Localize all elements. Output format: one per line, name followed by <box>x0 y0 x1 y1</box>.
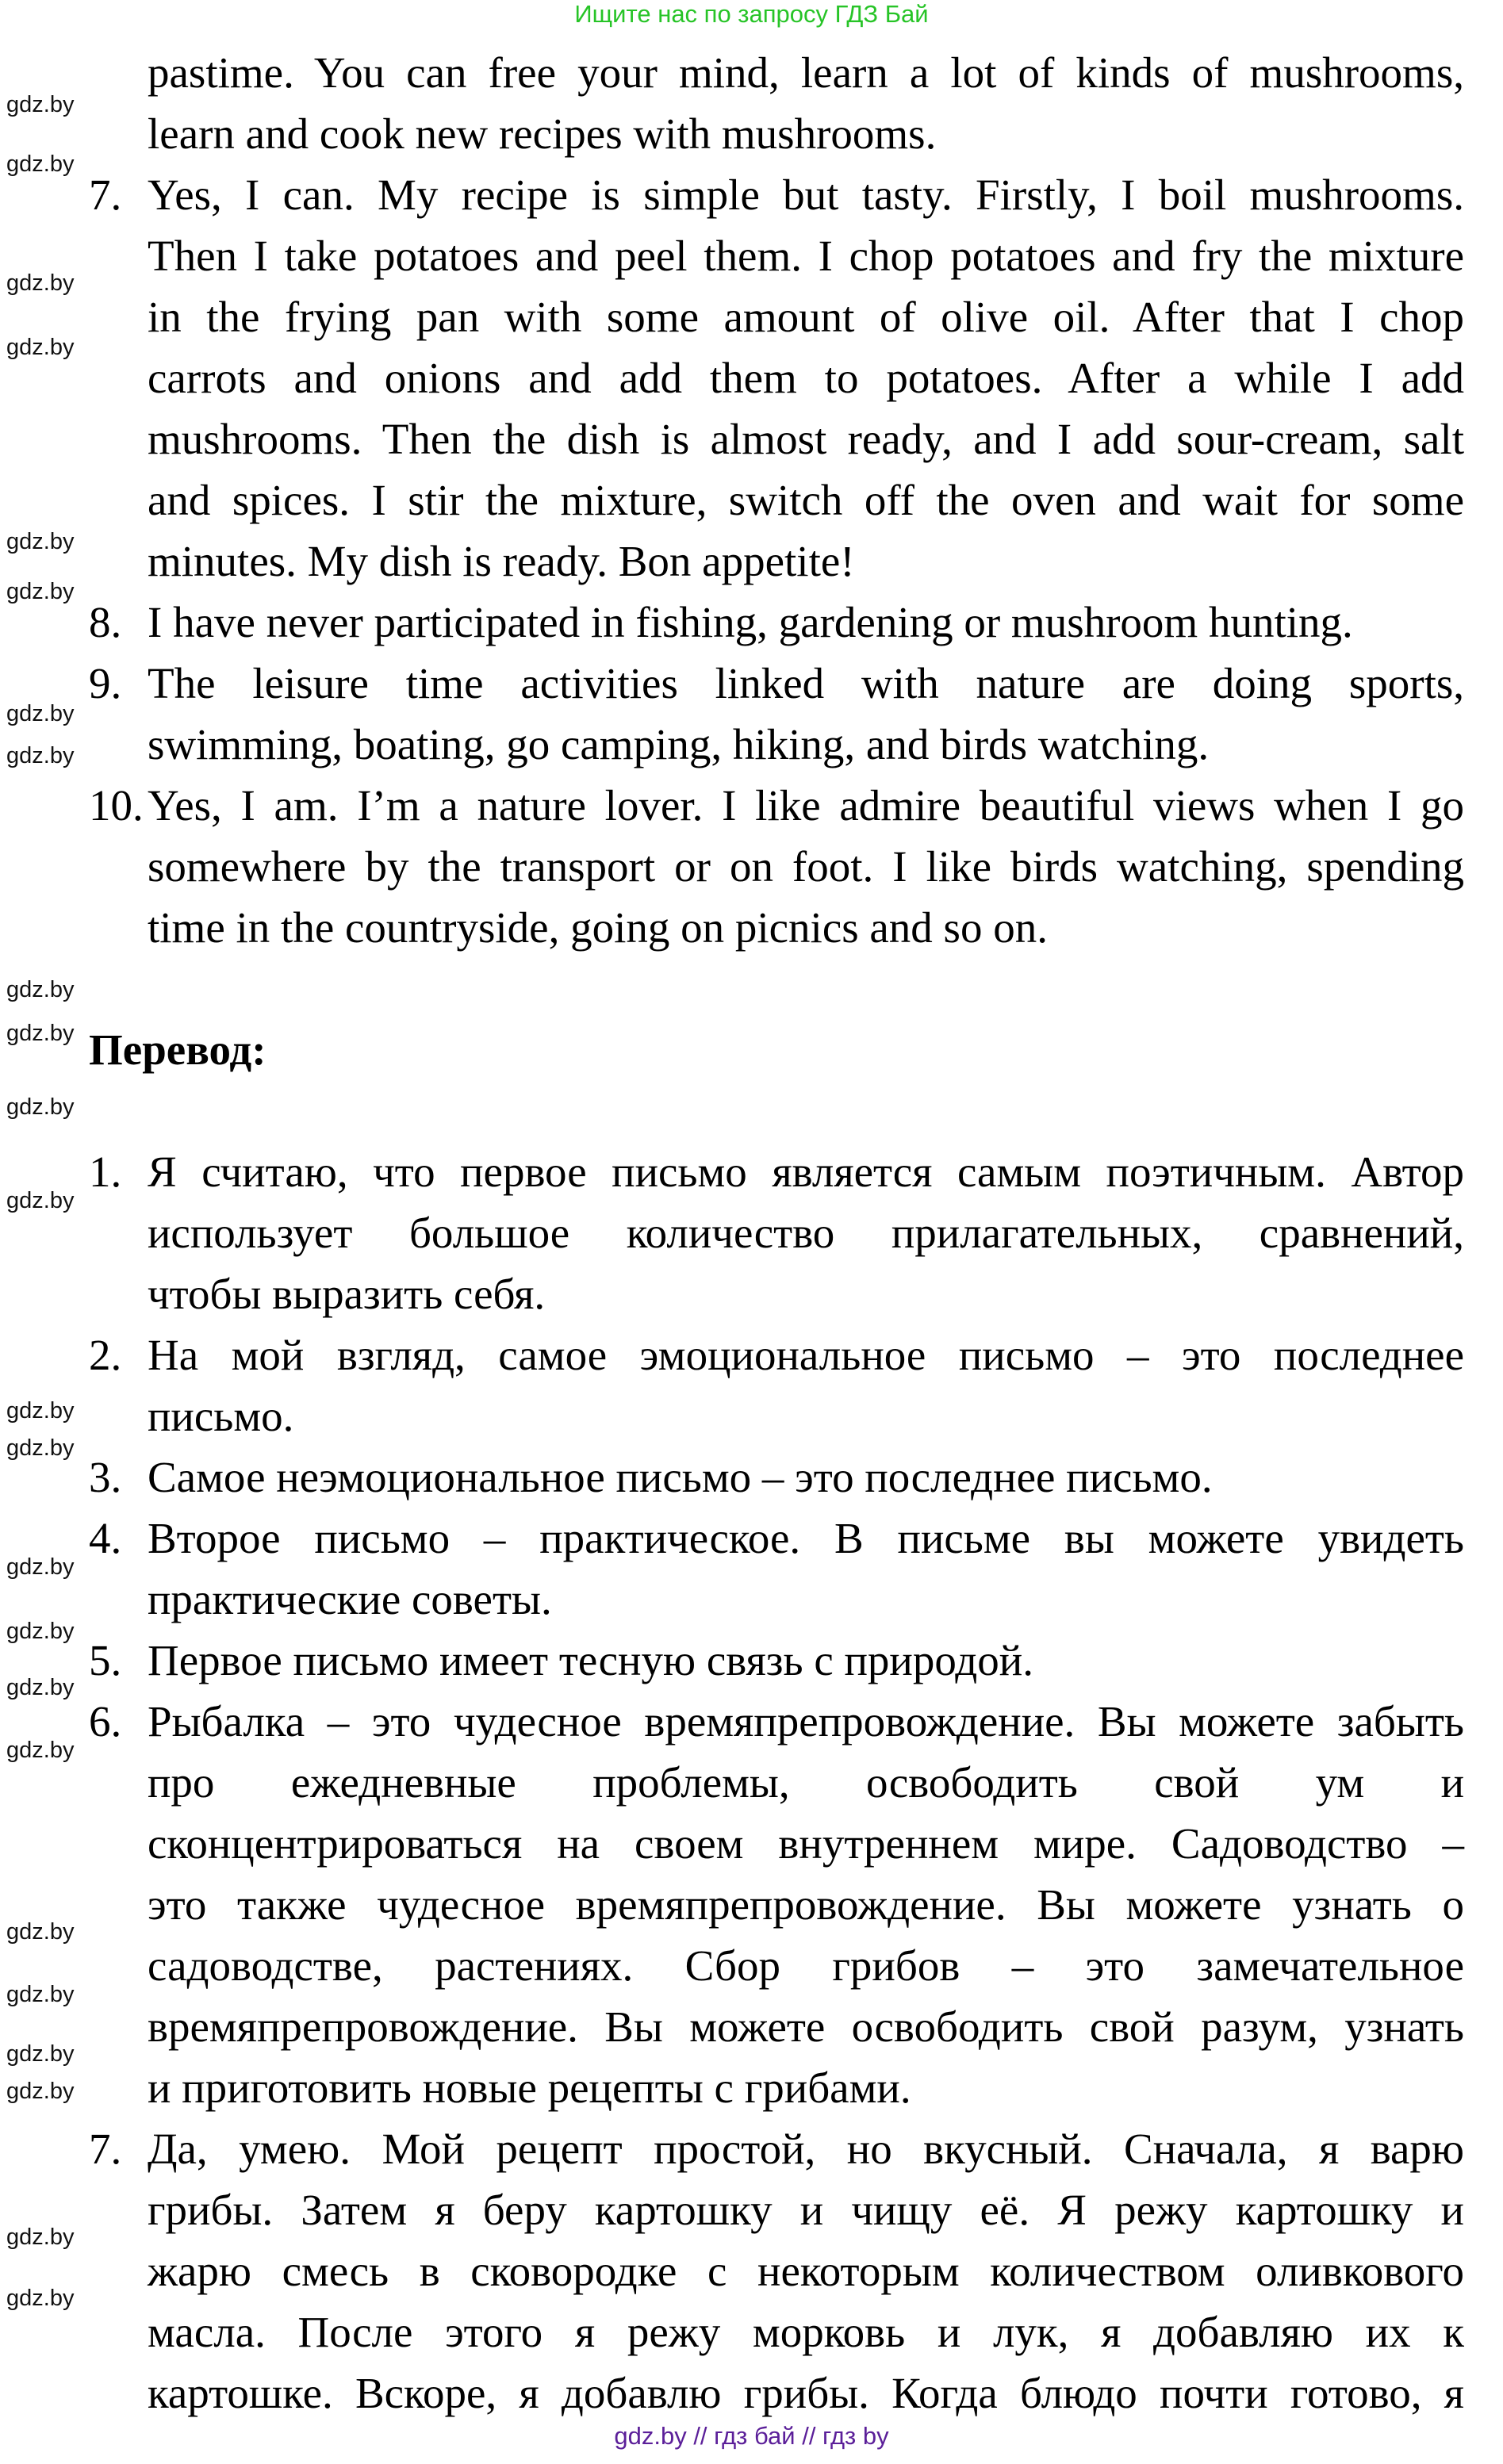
watermark: gdz.by <box>6 1919 75 1945</box>
item-number: 8. <box>89 598 122 646</box>
item-number: 4. <box>89 1514 122 1562</box>
text-line <box>0 1324 1503 1385</box>
text-line <box>0 1447 1503 1508</box>
text-line <box>0 1263 1503 1324</box>
line-text: Второе письмо – практическое. В письме вы можете увидеть <box>148 1514 1464 1562</box>
translation-answers <box>0 1141 1503 2424</box>
line-text: Yes, I am. I’m a nature lover. I like admire beautiful views when I go <box>148 781 1464 830</box>
text-line <box>0 1935 1503 1996</box>
line-text: это также чудесное времяпрепровождение. Вы можете узнать о <box>148 1880 1464 1929</box>
site-footer[interactable]: gdz.by // гдз бай // гдз by <box>614 2422 889 2450</box>
item-number: 2. <box>89 1331 122 1379</box>
watermark: gdz.by <box>6 579 75 604</box>
line-text: чтобы выразить себя. <box>148 1270 546 1318</box>
watermark: gdz.by <box>6 1738 75 1763</box>
line-text: садоводстве, растениях. Сбор грибов – это замечательное <box>148 1941 1464 1990</box>
text-line <box>0 408 1503 469</box>
watermark: gdz.by <box>6 1982 75 2007</box>
item-number: 6. <box>89 1697 122 1745</box>
line-text: minutes. My dish is ready. Bon appetite! <box>148 537 855 585</box>
item-number: 7. <box>89 2125 122 2173</box>
watermark: gdz.by <box>6 743 75 768</box>
translation-heading: Перевод: <box>89 1025 266 1074</box>
line-text: грибы. Затем я беру картошку и чищу её. Я режу картошку и <box>148 2186 1464 2234</box>
line-text: использует большое количество прилагательных, сравнений, <box>148 1209 1464 1257</box>
text-line <box>0 286 1503 347</box>
text-line <box>0 42 1503 103</box>
text-line <box>0 1874 1503 1935</box>
item-number: 5. <box>89 1636 122 1684</box>
line-text: картошке. Вскоре, я добавлю грибы. Когда блюдо почти готово, я <box>148 2369 1464 2417</box>
text-line <box>0 836 1503 897</box>
line-text: Да, умею. Мой рецепт простой, но вкусный. Сначала, я варю <box>148 2125 1464 2173</box>
item-number: 1. <box>89 1148 122 1196</box>
watermark: gdz.by <box>6 1021 75 1046</box>
line-text: практические советы. <box>148 1575 552 1623</box>
line-text: time in the countryside, going on picnics and so on. <box>148 903 1048 952</box>
watermark: gdz.by <box>6 151 75 177</box>
watermark: gdz.by <box>6 2224 75 2250</box>
line-text: и приготовить новые рецепты с грибами. <box>148 2064 911 2112</box>
watermark: gdz.by <box>6 1554 75 1580</box>
text-line <box>0 897 1503 958</box>
line-text: На мой взгляд, самое эмоциональное письмо – это последнее <box>148 1331 1464 1379</box>
item-number: 3. <box>89 1453 122 1501</box>
text-line <box>0 1813 1503 1874</box>
text-line <box>0 2179 1503 2240</box>
line-text: swimming, boating, go camping, hiking, and birds watching. <box>148 720 1210 768</box>
line-text: Yes, I can. My recipe is simple but tasty. Firstly, I boil mushrooms. <box>148 171 1464 219</box>
watermark: gdz.by <box>6 1398 75 1424</box>
watermark: gdz.by <box>6 270 75 296</box>
watermark: gdz.by <box>6 2079 75 2104</box>
line-text: mushrooms. Then the dish is almost ready, and I add sour-cream, salt <box>148 415 1464 463</box>
line-text: Я считаю, что первое письмо является самым поэтичным. Автор <box>148 1148 1464 1196</box>
line-text: somewhere by the transport or on foot. I like birds watching, spending <box>148 842 1464 891</box>
text-line <box>0 2362 1503 2424</box>
line-text: pastime. You can free your mind, learn a lot of kinds of mushrooms, <box>148 48 1464 97</box>
line-text: carrots and onions and add them to potatoes. After a while I add <box>148 354 1464 402</box>
text-line <box>0 592 1503 653</box>
text-line <box>0 775 1503 836</box>
text-line <box>0 1996 1503 2057</box>
watermark: gdz.by <box>6 977 75 1002</box>
watermark: gdz.by <box>6 2041 75 2067</box>
document-body <box>0 42 1503 2424</box>
line-text: письмо. <box>148 1392 294 1440</box>
text-line <box>0 531 1503 592</box>
watermark: gdz.by <box>6 1188 75 1213</box>
watermark: gdz.by <box>6 1619 75 1644</box>
text-line <box>0 225 1503 286</box>
watermark: gdz.by <box>6 92 75 117</box>
text-line <box>0 714 1503 775</box>
line-text: масла. После этого я режу морковь и лук, я добавляю их к <box>148 2308 1464 2356</box>
line-text: Первое письмо имеет тесную связь с природой. <box>148 1636 1033 1684</box>
item-number: 10. <box>89 781 144 830</box>
line-text: сконцентрироваться на своем внутреннем мире. Садоводство – <box>148 1819 1464 1868</box>
text-line <box>0 1630 1503 1691</box>
item-number: 9. <box>89 659 122 707</box>
text-line <box>0 347 1503 408</box>
watermark: gdz.by <box>6 701 75 726</box>
english-answers <box>0 42 1503 958</box>
text-line <box>0 1385 1503 1447</box>
line-text: learn and cook new recipes with mushrooms. <box>148 109 937 158</box>
watermark: gdz.by <box>6 1435 75 1461</box>
text-line <box>0 2118 1503 2179</box>
text-line <box>0 164 1503 225</box>
line-text: жарю смесь в сковородке с некоторым количеством оливкового <box>148 2247 1464 2295</box>
line-text: The leisure time activities linked with nature are doing sports, <box>148 659 1464 707</box>
line-text: времяпрепровождение. Вы можете освободить свой разум, узнать <box>148 2002 1464 2051</box>
text-line <box>0 1752 1503 1813</box>
line-text: I have never participated in fishing, gardening or mushroom hunting. <box>148 598 1353 646</box>
item-number: 7. <box>89 171 122 219</box>
text-line <box>0 1569 1503 1630</box>
text-line <box>0 653 1503 714</box>
text-line <box>0 1691 1503 1752</box>
text-line <box>0 1202 1503 1263</box>
line-text: про ежедневные проблемы, освободить свой ум и <box>148 1758 1464 1807</box>
text-line <box>0 2301 1503 2362</box>
watermark: gdz.by <box>6 1675 75 1700</box>
text-line <box>0 469 1503 531</box>
text-line <box>0 2057 1503 2118</box>
text-line <box>0 103 1503 164</box>
line-text: in the frying pan with some amount of olive oil. After that I chop <box>148 293 1464 341</box>
line-text: Самое неэмоциональное письмо – это последнее письмо. <box>148 1453 1213 1501</box>
text-line <box>0 1141 1503 1202</box>
text-line <box>0 2240 1503 2301</box>
line-text: Then I take potatoes and peel them. I chop potatoes and fry the mixture <box>148 232 1464 280</box>
line-text: and spices. I stir the mixture, switch off the oven and wait for some <box>148 476 1464 524</box>
line-text: Рыбалка – это чудесное времяпрепровождение. Вы можете забыть <box>148 1697 1464 1745</box>
watermark: gdz.by <box>6 2286 75 2311</box>
search-banner: Ищите нас по запросу ГДЗ Бай <box>574 0 929 28</box>
watermark: gdz.by <box>6 1094 75 1120</box>
watermark: gdz.by <box>6 529 75 554</box>
watermark: gdz.by <box>6 335 75 360</box>
text-line <box>0 1508 1503 1569</box>
